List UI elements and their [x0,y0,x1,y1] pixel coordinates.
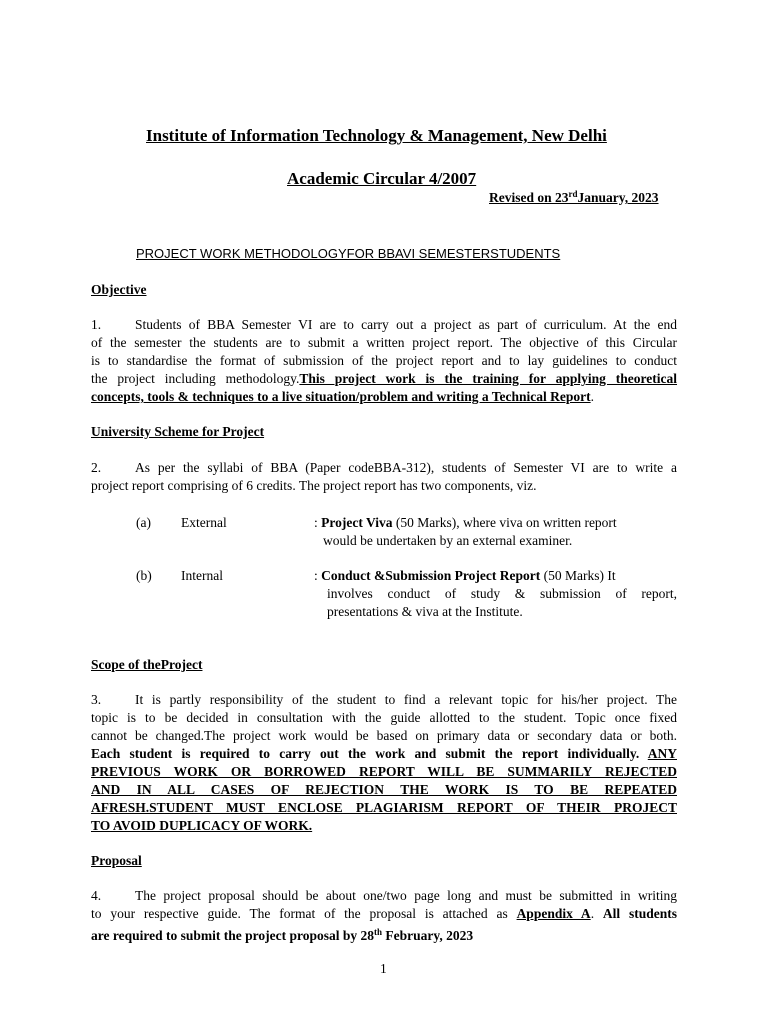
scope-paragraph: 3. It is partly responsibility of the student to find a relevant topic for his/her project. The topic is to be decided in consultation with the guide allotted to the student. Topic once fixed cannot be changed.The project work would be based on primary data or secondary data or both. Each student is required to carry out the work and submit the report individually. ANY PREVIOUS WORK OR BORROWED REPORT WILL BE SUMMARILY REJECTED AND IN ALL CASES OF REJECTION THE WORK IS TO BE REPEATED AFRESH.STUDENT MUST ENCLOSE PLAGIARISM REPORT OF THEIR PROJECT TO AVOID DUPLICACY OF WORK. [91,692,677,833]
proposal-paragraph: 4. The project proposal should be about one/two page long and must be submitted in writing to your respective guide. The format of the proposal is attached as Appendix A. All students are required to submit the project proposal by 28th February, 2023 [91,888,678,943]
scope-heading: Scope of theProject [91,657,203,672]
component-b-label: (b) [136,568,152,583]
component-b-desc-line3: presentations & viva at the Institute. [327,604,523,619]
circular-title: Academic Circular 4/2007 [287,169,477,188]
component-b-type: Internal [181,568,223,583]
component-b-desc: : Conduct &Submission Project Report (50 Marks) It [314,568,616,583]
document-title: PROJECT WORK METHODOLOGYFOR BBAVI SEMESTERSTUDENTS [136,246,561,261]
page-number: 1 [380,961,387,976]
component-a-label: (a) [136,515,151,530]
objective-heading: Objective [91,282,147,297]
objective-paragraph: 1. Students of BBA Semester VI are to carry out a project as part of curriculum. At the end of the semester the students are to submit a written project report. The objective of this Circular is to standardise the format of submission of the project report and to lay guidelines to conduct the project including methodology.This project work is the training for applying theoretical concepts, tools & techniques to a live situation/problem and writing a Technical Report. [91,317,678,404]
component-b-desc-line2: involves conduct of study & submission of report, [327,586,677,601]
component-a-type: External [181,515,227,530]
revised-date: Revised on 23rdJanuary, 2023 [489,189,659,205]
proposal-heading: Proposal [91,853,142,868]
scheme-paragraph: 2. As per the syllabi of BBA (Paper codeBBA-312), students of Semester VI are to write a project report comprising of 6 credits. The project report has two components, viz. [91,460,677,493]
institute-title: Institute of Information Technology & Management, New Delhi [146,126,607,145]
component-a-desc: : Project Viva (50 Marks), where viva on written report [314,515,617,530]
component-a-desc-line2: would be undertaken by an external examiner. [323,533,573,548]
scheme-heading: University Scheme for Project [91,424,265,439]
